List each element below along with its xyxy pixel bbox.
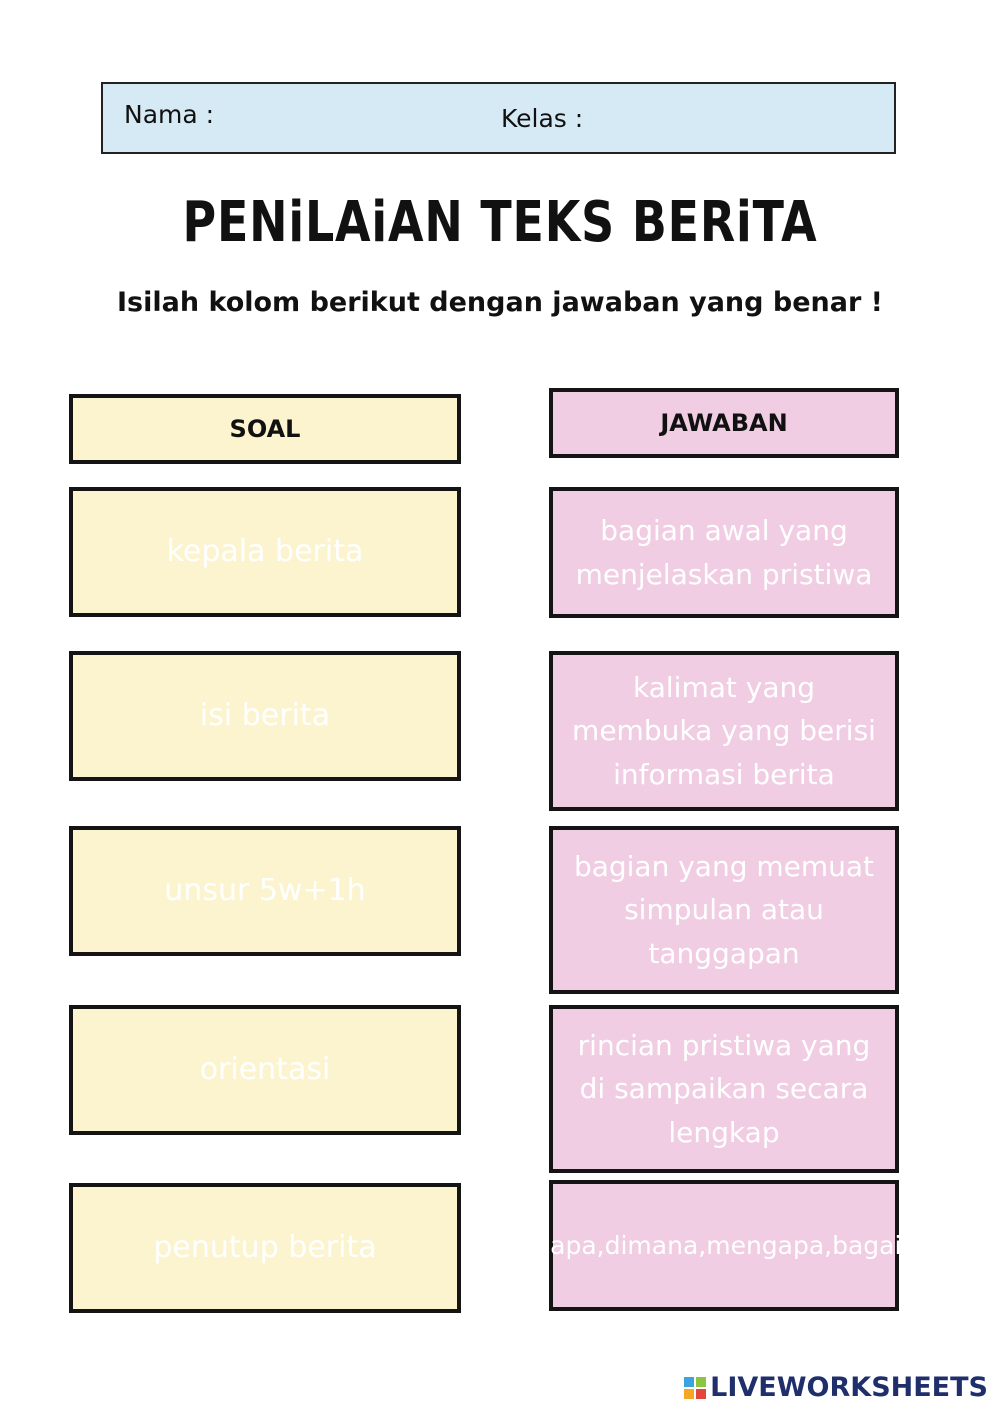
jawaban-item[interactable] <box>549 826 899 994</box>
jawaban-header-label: JAWABAN <box>660 409 788 437</box>
soal-item-label: penutup berita <box>153 1230 377 1266</box>
student-info-box <box>101 82 896 154</box>
soal-header <box>69 394 461 464</box>
jawaban-item-label: kalimat yang membuka yang berisi informasi berita <box>572 670 876 791</box>
brand-watermark <box>684 1372 988 1403</box>
soal-item[interactable] <box>69 1005 461 1135</box>
jawaban-item[interactable] <box>475 1180 973 1311</box>
soal-item[interactable] <box>69 651 461 781</box>
jawaban-item-label: bagian awal yang menjelaskan pristiwa <box>575 514 873 591</box>
soal-item[interactable] <box>69 1183 461 1313</box>
soal-item-label: isi berita <box>199 698 331 734</box>
soal-header-label: SOAL <box>229 415 301 443</box>
jawaban-item-label: rincian pristiwa yang di sampaikan secara lengkap <box>577 1028 871 1149</box>
jawaban-item[interactable] <box>549 651 899 811</box>
jawaban-item[interactable] <box>549 1005 899 1173</box>
liveworksheets-logo-icon <box>684 1377 706 1399</box>
brand-name: LIVEWORKSHEETS <box>710 1372 988 1403</box>
name-label: Nama : <box>124 100 215 129</box>
soal-item-label: kepala berita <box>166 534 364 570</box>
soal-item-label: unsur 5w+1h <box>164 873 366 909</box>
soal-item-label: orientasi <box>199 1052 331 1088</box>
soal-item[interactable] <box>69 826 461 956</box>
jawaban-item-label: bagian yang memuat simpulan atau tanggapan <box>573 849 875 970</box>
jawaban-header <box>549 388 899 458</box>
class-label: Kelas : <box>501 104 584 133</box>
jawaban-item-label: siapa,apa,dimana,mengapa,bagaimana <box>475 1230 973 1260</box>
soal-item[interactable] <box>69 487 461 617</box>
instructions: Isilah kolom berikut dengan jawaban yang benar ! <box>117 287 883 318</box>
jawaban-item[interactable] <box>549 487 899 618</box>
page-title: PENiLAiAN TEKS BERiTA <box>182 190 818 255</box>
